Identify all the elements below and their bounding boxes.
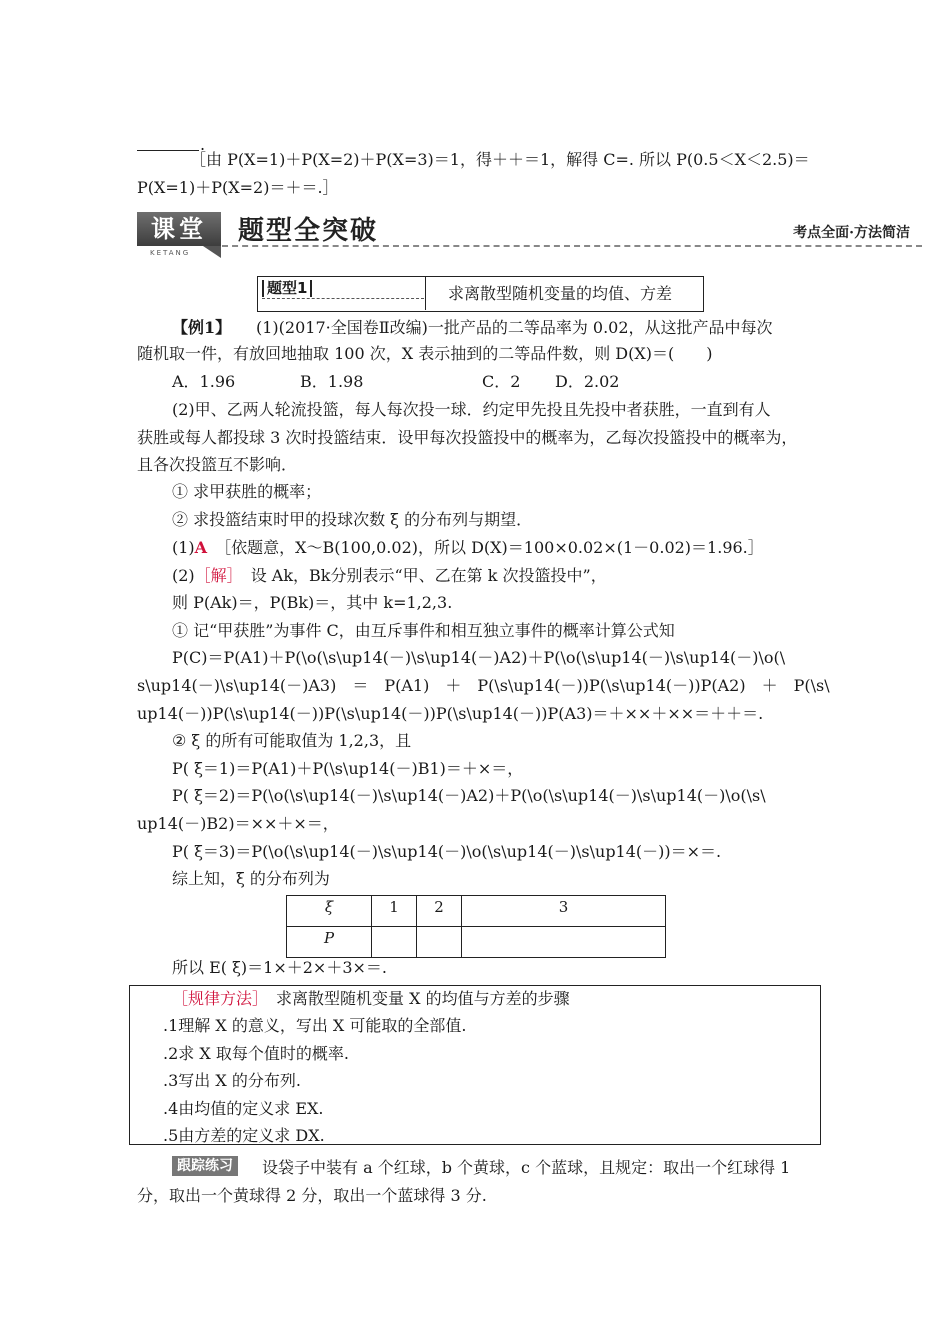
table-cell: 3 (462, 896, 666, 927)
q2-line1: (2)甲、乙两人轮流投篮，每人每次投一球．约定甲先投且先投中者获胜，一直到有人 (172, 400, 771, 419)
x-line1: ② ξ 的所有可能取值为 1,2,3，且 (172, 731, 412, 750)
option-c: C．2 (482, 372, 521, 391)
section-banner-box: 课堂 (137, 212, 221, 246)
a1-prefix: (1) (172, 538, 195, 557)
section-slogan: 考点全面·方法简洁 (793, 225, 910, 241)
banner-triangle (203, 246, 221, 258)
method-step: .4由均值的定义求 EX. (163, 1099, 324, 1118)
method-step: .3写出 X 的分布列. (163, 1071, 301, 1090)
q1-line2: 随机取一件，有放回地抽取 100 次，X 表示抽到的二等品件数，则 D(X)＝( ) (137, 344, 713, 363)
then-line: 则 P(Ak)＝，P(Bk)＝，其中 k=1,2,3. (172, 593, 453, 612)
method-step: .5由方差的定义求 DX. (163, 1126, 325, 1145)
prev-answer-line2: P(X=1)＋P(X=2)＝＋＝.］ (137, 178, 339, 197)
topic-tag: 题型1 (262, 280, 312, 297)
q1-line1: (1)(2017·全国卷Ⅱ改编)一批产品的二等品率为 0.02，从这批产品中每次 (256, 318, 773, 337)
a1-answer: A (194, 538, 208, 557)
a2-line (172, 566, 607, 586)
c-line3: s\up14(－)\s\up14(－)A3) ＝ P(A1) ＋ P(\s\up14(－))P(\s\up14(－))P(A2) ＋ P(\s\ (137, 676, 830, 695)
blank-period: . (200, 135, 206, 154)
method-tag: ［规律方法］ (172, 989, 261, 1008)
follow-up-tag: 跟踪练习 (172, 1156, 238, 1176)
q2-line2: 获胜或每人都投球 3 次时投篮结束．设甲每次投篮投中的概率为，乙每次投篮投中的概率为， (137, 428, 798, 447)
table-row (287, 896, 666, 927)
x-line5: P( ξ＝3)＝P(\o(\s\up14(－)\s\up14(－)\o(\s\up14(－)\s\up14(－))＝×＝. (172, 842, 722, 861)
option-b: B．1.98 (300, 372, 364, 391)
method-title: 求离散型随机变量 X 的均值与方差的步骤 (276, 989, 570, 1008)
option-d: D．2.02 (555, 372, 620, 391)
x-line4: up14(－)B2)＝××＋×＝， (137, 814, 339, 833)
expectation-line: 所以 E( ξ)＝1×＋2×＋3×＝. (172, 958, 387, 977)
table-cell (462, 927, 666, 958)
table-cell: P (287, 927, 372, 958)
banner-divider (222, 245, 922, 247)
follow-line2: 分，取出一个黄球得 2 分，取出一个蓝球得 3 分. (137, 1186, 487, 1205)
x-line2: P( ξ＝1)＝P(A1)＋P(\s\up14(－)B1)＝＋×＝， (172, 759, 524, 778)
a2-rest: 设 Ak，Bk分别表示“甲、乙在第 k 次投篮投中”， (250, 566, 607, 585)
a2-prefix: (2) (172, 566, 195, 585)
a1-explanation: ［依题意，X～B(100,0.02)，所以 D(X)＝100×0.02×(1－0.02)＝1.96.］ (223, 538, 764, 557)
a1-line (172, 538, 764, 558)
example-label: 【例1】 (172, 318, 232, 337)
table-cell: ξ (287, 896, 372, 927)
table-cell (372, 927, 417, 958)
method-header (172, 989, 570, 1009)
summary-line: 综上知，ξ 的分布列为 (172, 869, 330, 888)
q2-sub1: ① 求甲获胜的概率； (172, 482, 322, 501)
method-step: .1理解 X 的意义，写出 X 可能取的全部值. (163, 1016, 467, 1035)
table-row (287, 927, 666, 958)
method-box (129, 985, 821, 1145)
follow-line1: 设袋子中装有 a 个红球，b 个黄球，c 个蓝球，且规定：取出一个红球得 1 (262, 1158, 791, 1177)
method-step: .2求 X 取每个值时的概率. (163, 1044, 349, 1063)
table-cell: 2 (417, 896, 462, 927)
option-a: A．1.96 (172, 372, 236, 391)
table-cell: 1 (372, 896, 417, 927)
banner-subtitle: KETANG (150, 249, 191, 257)
q2-line3: 且各次投篮互不影响． (137, 455, 298, 474)
prev-answer-line1: ［由 P(X=1)＋P(X=2)＋P(X=3)＝1，得＋＋＝1，解得 C=. 所以 P(0.5＜X＜2.5)＝ (190, 150, 810, 169)
topic-title: 求离散型随机变量的均值、方差 (448, 284, 673, 303)
c-line1: ① 记“甲获胜”为事件 C，由互斥事件和相互独立事件的概率计算公式知 (172, 621, 675, 640)
c-line2: P(C)＝P(A1)＋P(\o(\s\up14(－)\s\up14(－)A2)＋P(\o(\s\up14(－)\s\up14(－)\o(\ (172, 648, 786, 667)
table-cell (417, 927, 462, 958)
distribution-table (286, 895, 666, 958)
q2-sub2: ② 求投篮结束时甲的投球次数 ξ 的分布列与期望． (172, 510, 533, 529)
section-title: 题型全突破 (238, 216, 379, 246)
topic-dash-line (262, 298, 424, 299)
x-line3: P( ξ＝2)＝P(\o(\s\up14(－)\s\up14(－)A2)＋P(\o(\s\up14(－)\s\up14(－)\o(\s\ (172, 786, 766, 805)
c-line4: up14(－))P(\s\up14(－))P(\s\up14(－))P(\s\up14(－))P(A3)＝＋××＋××＝＋＋＝. (137, 704, 764, 723)
a2-tag: ［解］ (194, 566, 235, 585)
